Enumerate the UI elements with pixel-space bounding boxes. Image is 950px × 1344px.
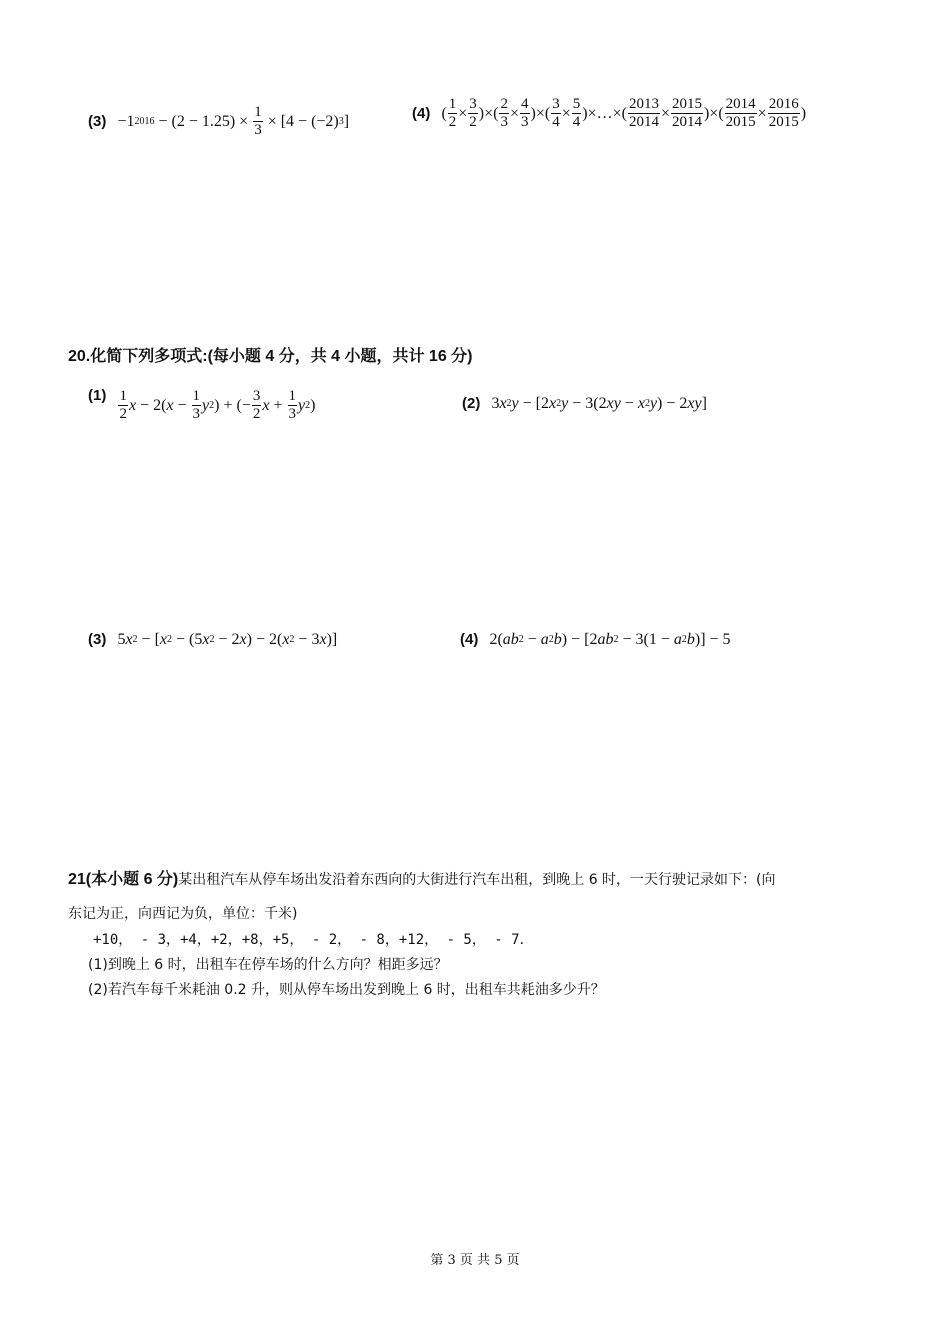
section-21-intro-line-2: 东记为正，向西记为负，单位：千米) [68, 906, 298, 922]
problem-label: (4) [460, 631, 479, 648]
problem-19-4 [412, 96, 806, 131]
section-21-question-2: (2)若汽车每千米耗油 0.2 升，则从停车场出发到晚上 6 时，出租车共耗油多少升？ [88, 982, 605, 998]
math-expression: $\frac{1}{2}$ x − 2( x − $\frac{1}{3}$ y 2 ) + (− $\frac{3}{2}$ x + $\frac{1}{3}$ y 2 ) [119, 388, 316, 422]
math-expression: 3 x 2 y − [2 x 2 y − 3(2 xy − x 2 y ) − 2 xy ] [491, 395, 707, 412]
math-expression: 2( ab 2 − a 2 b ) − [2 ab 2 − 3(1 − a 2 b )] − 5 [489, 631, 731, 648]
section-21-question-1: (1)到晚上 6 时，出租车在停车场的什么方向？相距多远？ [88, 957, 448, 973]
problem-19-3 [88, 104, 349, 139]
page-footer: 第 3 页 共 5 页 [430, 1253, 520, 1268]
section-21-intro-line-1: 某出租汽车从停车场出发沿着东西向的大街进行汽车出租，到晚上 6 时，一天行驶记录如下：(向 [178, 872, 776, 888]
problem-label: (3) [88, 631, 107, 648]
problem-label: (2) [462, 395, 481, 412]
section-21-title: 21(本小题 6 分) [68, 871, 179, 888]
problem-20-1 [88, 385, 315, 423]
problem-20-4 [460, 629, 731, 649]
math-expression: ( $\frac{1}{2}$ × $\frac{3}{2}$ )×( $\frac{2}{3}$ × $\frac{4}{3}$ )×( $\frac{3}{4}$ × $\frac{5}{4}$ )×…×( $\frac{2013}{2014}$ × $\frac{2015}{2014}$ )×( $\frac{2014}{2015}$ × $\frac{2016}{2015}$ ) [441, 96, 807, 130]
math-expression: −1 2016 − (2 − 1.25) × $\frac{1}{3}$ × [4 − (−2) 3 ] [117, 104, 350, 138]
problem-label: (3) [88, 112, 107, 130]
math-expression: 5 x 2 − [ x 2 − (5 x 2 − 2 x ) − 2( x 2 − 3 x )] [117, 631, 338, 648]
problem-label: (4) [412, 104, 431, 122]
section-20-heading: 20.化简下列多项式:(每小题 4 分，共 4 小题，共计 16 分) [68, 348, 473, 365]
section-21-records: +10， - 3，+4，+2，+8，+5， - 2， - 8，+12， - 5， - 7． [93, 932, 534, 948]
problem-20-2 [462, 393, 707, 413]
problem-label: (1) [88, 387, 107, 404]
problem-20-3 [88, 629, 337, 649]
section-21-intro [68, 866, 776, 889]
